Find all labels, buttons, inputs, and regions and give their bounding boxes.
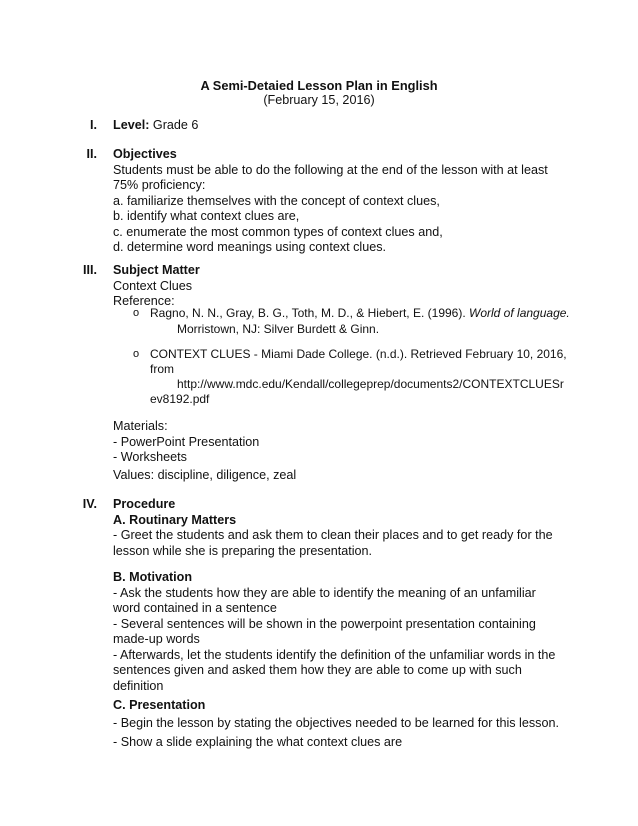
procedure-text-line: - Ask the students how they are able to identify the meaning of an unfamiliar (113, 585, 536, 600)
reference-label: Reference: (113, 294, 175, 308)
objectives-heading: Objectives (113, 147, 177, 161)
section-number-objectives: II. (86, 147, 97, 161)
level-label: Level: (113, 118, 150, 132)
motivation-section (113, 570, 573, 694)
values-line: Values: discipline, diligence, zeal (113, 468, 297, 482)
procedure-section (113, 497, 573, 559)
procedure-text-line: - Several sentences will be shown in the powerpoint presentation containing (113, 616, 536, 631)
material-item: - Worksheets (113, 450, 187, 464)
reference-text: Ragno, N. N., Gray, B. G., Toth, M. D., & Hiebert, E. (1996). (150, 306, 470, 320)
procedure-text-line: - Begin the lesson by stating the objectives needed to be learned for this lesson. (113, 715, 559, 730)
reference-item (150, 306, 570, 322)
objective-item: c. enumerate the most common types of context clues and, (113, 224, 443, 239)
motivation-heading: B. Motivation (113, 570, 193, 584)
subject-topic: Context Clues (113, 278, 193, 293)
procedure-text-line: definition (113, 678, 164, 693)
presentation-heading: C. Presentation (113, 698, 206, 712)
section-number-level: I. (90, 118, 97, 132)
reference-text: Morristown, NJ: Silver Burdett & Ginn. (177, 322, 380, 336)
subject-matter-section (113, 263, 573, 310)
section-number-procedure: IV. (82, 497, 97, 511)
objectives-section (113, 147, 573, 256)
level-section (113, 118, 573, 134)
procedure-text-line: made-up words (113, 632, 200, 646)
objectives-intro-line: 75% proficiency: (113, 178, 206, 192)
bullet-circle-icon: o (133, 348, 140, 360)
procedure-text-line: - Afterwards, let the students identify the definition of the unfamiliar words in the (113, 647, 556, 662)
level-value: Grade 6 (152, 118, 199, 132)
procedure-text-line: word contained in a sentence (113, 601, 277, 615)
reference-url: http://www.mdc.edu/Kendall/collegeprep/documents2/CONTEXTCLUESr (177, 377, 564, 391)
document-title: A Semi-Detaied Lesson Plan in English (200, 78, 438, 93)
objectives-intro-line: Students must be able to do the following at the end of the lesson with at least (113, 162, 548, 177)
reference-url: ev8192.pdf (150, 392, 210, 406)
objective-item: a. familiarize themselves with the concept of context clues, (113, 193, 440, 208)
reference-text: from (150, 362, 174, 376)
routinary-heading: A. Routinary Matters (113, 512, 237, 527)
reference-book-title: World of language. (469, 306, 570, 320)
procedure-heading: Procedure (113, 497, 176, 511)
procedure-text-line: sentences given and asked them how they are able to come up with such (113, 663, 522, 677)
materials-block (113, 419, 573, 466)
procedure-text-line: lesson while she is preparing the presentation. (113, 543, 373, 558)
objective-item: d. determine word meanings using context clues. (113, 240, 387, 254)
objective-item: b. identify what context clues are, (113, 209, 300, 223)
document-date: (February 15, 2016) (263, 93, 375, 107)
bullet-circle-icon: o (133, 307, 140, 319)
presentation-section (113, 698, 573, 751)
reference-text: CONTEXT CLUES - Miami Dade College. (n.d.). Retrieved February 10, 2016, (150, 347, 567, 361)
procedure-text-line: - Greet the students and ask them to clean their places and to get ready for the (113, 528, 553, 542)
material-item: - PowerPoint Presentation (113, 434, 260, 449)
procedure-text-line: - Show a slide explaining the what context clues are (113, 735, 403, 749)
materials-label: Materials: (113, 419, 168, 433)
section-number-subject-matter: III. (83, 263, 97, 277)
subject-matter-heading: Subject Matter (113, 263, 200, 277)
